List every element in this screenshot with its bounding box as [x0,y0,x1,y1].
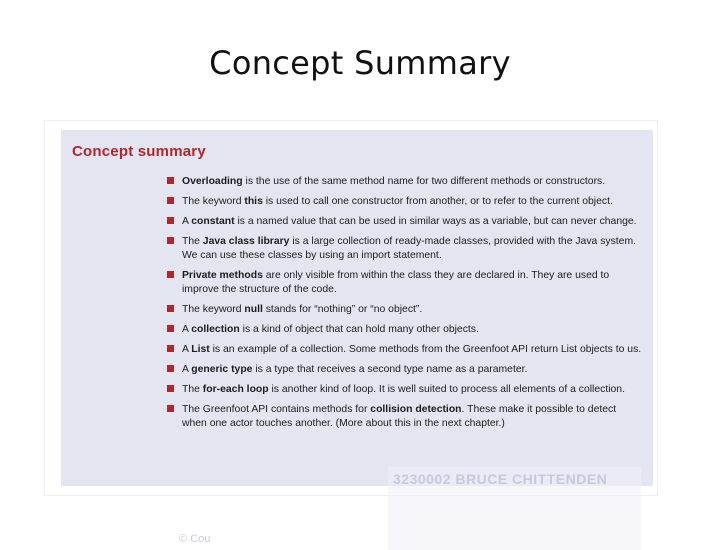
item-text-pre: A [182,364,192,375]
bullet-icon [167,237,174,244]
concept-summary-panel [61,130,653,545]
watermark-text: 3230002 BRUCE CHITTENDEN [393,471,608,487]
list-item [61,403,653,431]
item-text-pre: The keyword [182,196,245,207]
item-term: this [244,196,263,207]
item-term: constant [191,216,235,227]
list-item [61,215,653,229]
item-term: collection [191,324,240,335]
list-item [61,235,653,263]
item-term: generic type [191,364,253,375]
item-text-pre: The keyword [182,304,245,315]
list-item [61,269,653,297]
list-item [61,303,653,317]
list-item [61,343,653,357]
item-term: Overloading [182,176,243,187]
watermark-copyright: © Cou [179,533,211,545]
item-text-post: is a large collection of ready-made classes, provided with the Java system. We can use these classes by using an import statement. [182,236,636,261]
item-text-pre: A [182,216,192,227]
panel-heading: Concept summary [72,143,206,160]
list-item [61,175,653,189]
item-term: Java class library [202,236,290,247]
bullet-icon [167,217,174,224]
bullet-icon [167,271,174,278]
item-text-post: is used to call one constructor from another, or to refer to the current object. [262,196,613,207]
item-text-post: are only visible from within the class they are declared in. They are used to improve the structure of the code. [182,270,610,295]
list-item [61,363,653,377]
item-text-post: is a named value that can be used in similar ways as a variable, but can never change. [234,216,637,227]
bullet-icon [167,325,174,332]
item-text-pre: The Greenfoot API contains methods for [182,404,371,415]
item-text-pre: The [182,384,203,395]
item-term: List [191,344,210,355]
list-item [61,383,653,397]
item-term: collision detection [370,404,462,415]
item-text-post: is an example of a collection. Some methods from the Greenfoot API return List objects to us. [209,344,642,355]
item-text-post: is the use of the same method name for two different methods or constructors. [242,176,606,187]
item-text-post: . These make it possible to detect when one actor touches another. (More about this in the next chapter.) [182,404,617,429]
bullet-icon [167,177,174,184]
item-text-post: is another kind of loop. It is well suited to process all elements of a collection. [268,384,625,395]
item-text-post: is a kind of object that can hold many other objects. [239,324,479,335]
slide-title: Concept Summary [209,44,511,82]
item-text-pre: The [182,236,203,247]
item-text-pre: A [182,344,192,355]
item-term: Private methods [182,270,263,281]
bullet-icon [167,405,174,412]
bullet-icon [167,305,174,312]
bullet-icon [167,365,174,372]
item-text-post: stands for “nothing” or “no object”. [262,304,423,315]
item-term: null [244,304,263,315]
bullet-icon [167,197,174,204]
bullet-icon [167,385,174,392]
item-text-pre: A [182,324,192,335]
list-item [61,323,653,337]
item-term: for-each loop [202,384,269,395]
concept-list [61,175,653,437]
list-item [61,195,653,209]
item-text-post: is a type that receives a second type name as a parameter. [252,364,528,375]
bullet-icon [167,345,174,352]
